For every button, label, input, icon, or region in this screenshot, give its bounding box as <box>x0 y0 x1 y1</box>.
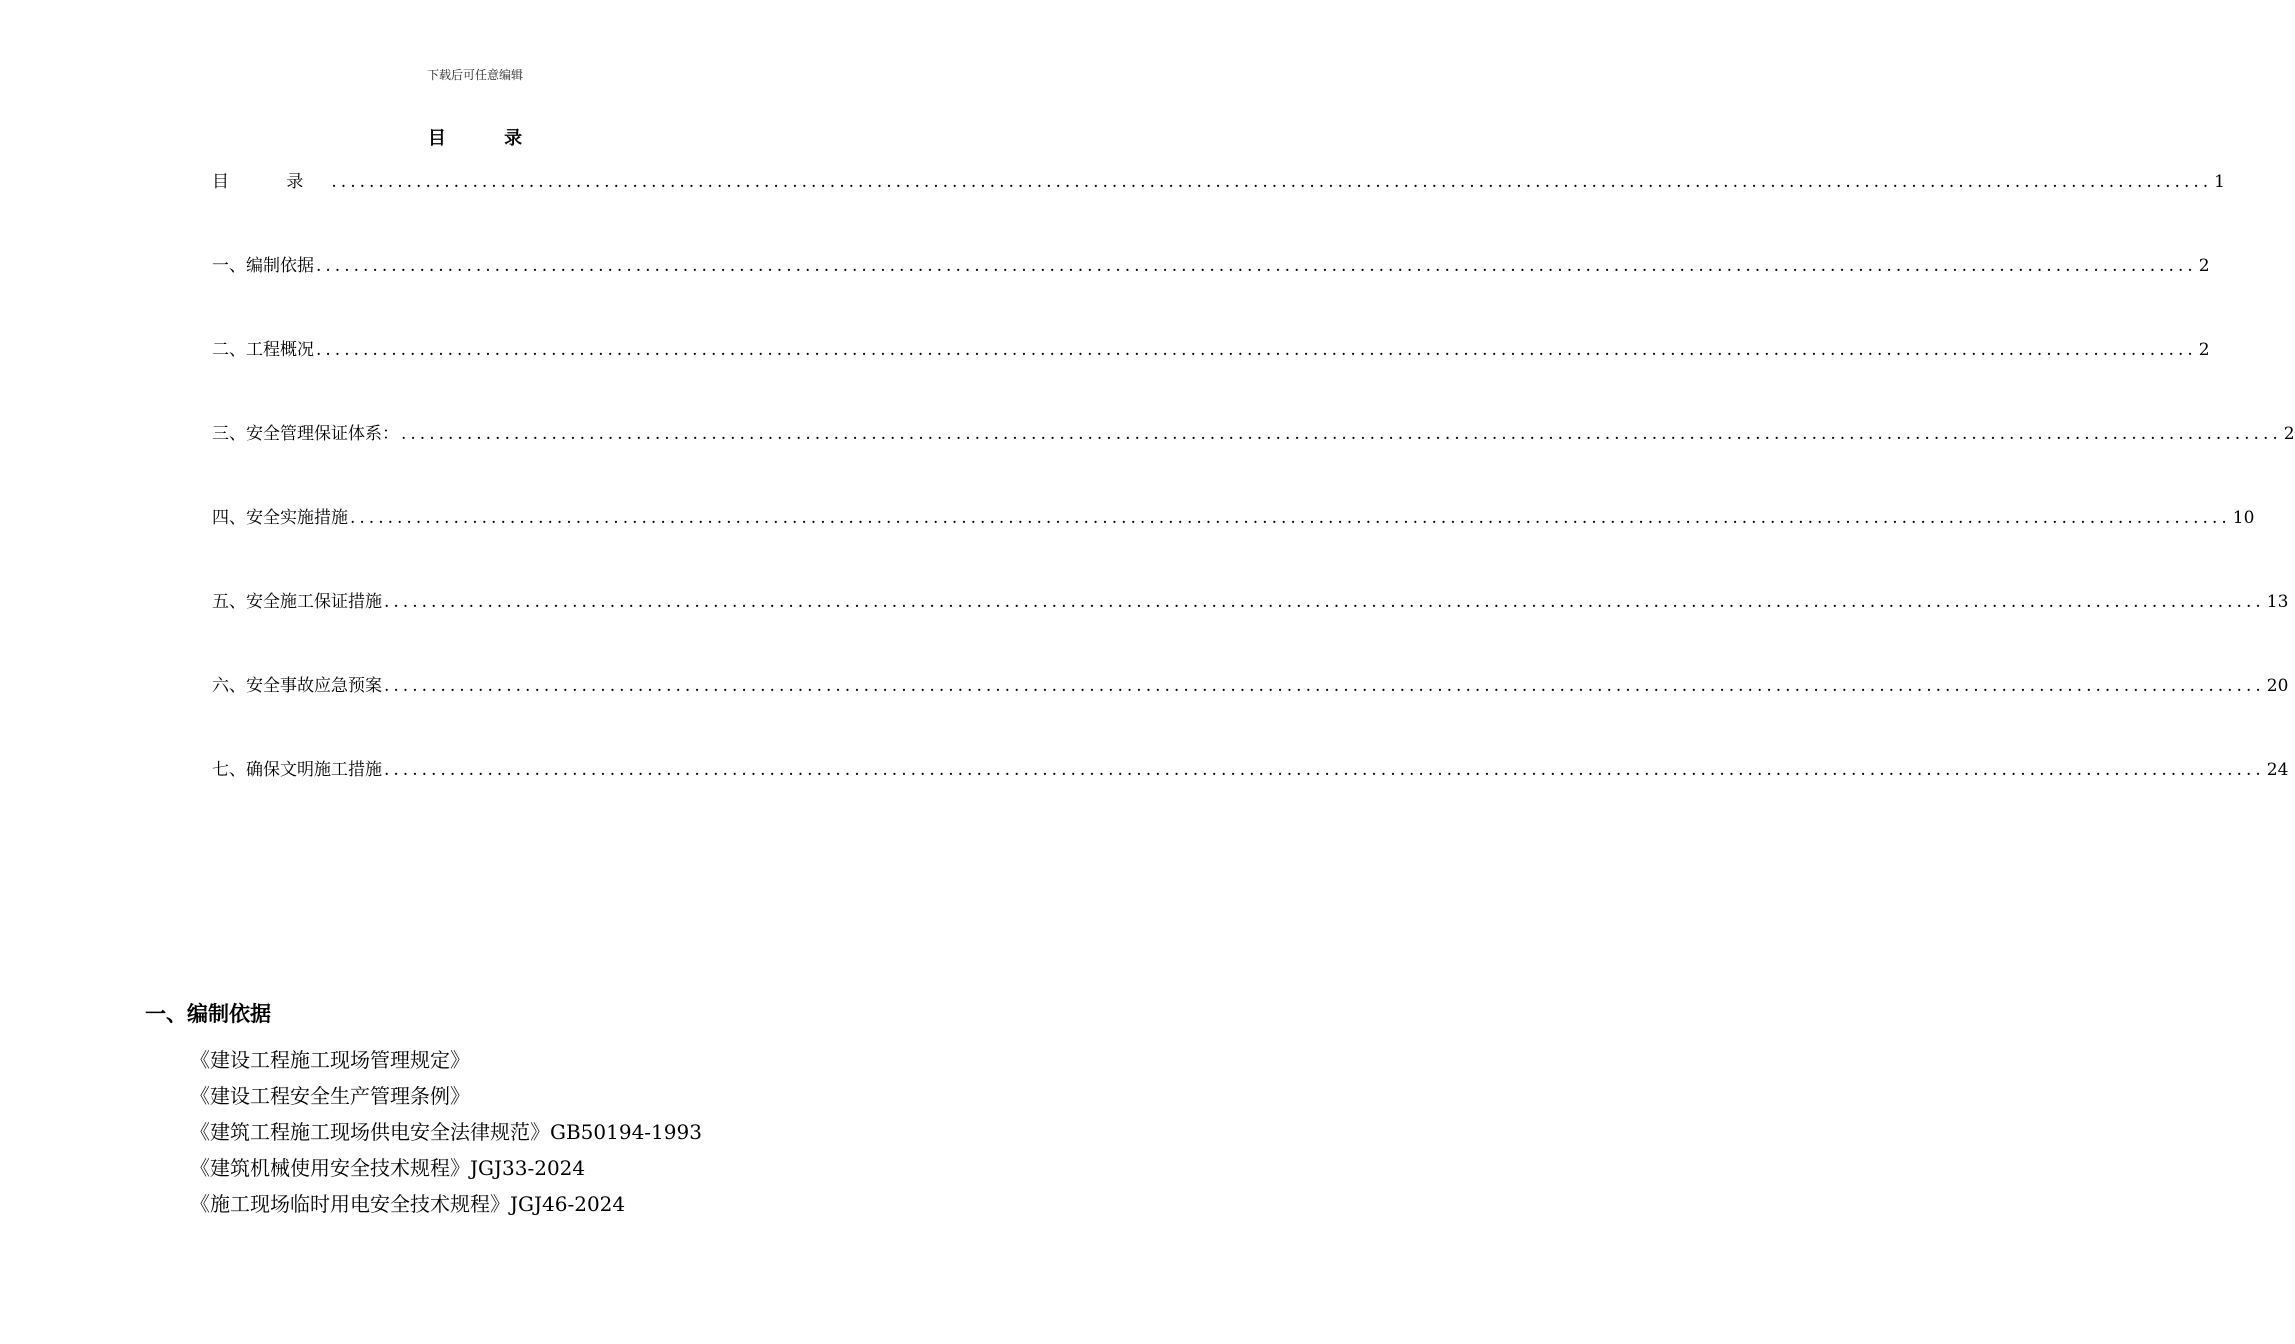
toc-entry[interactable] <box>212 588 2289 672</box>
reference-item: 《建设工程施工现场管理规定》 <box>190 1048 470 1072</box>
toc-entry-page: 20 <box>2266 676 2289 696</box>
section-heading: 一、编制依据 <box>145 1002 271 1026</box>
toc-entry-label: 四、安全实施措施 <box>212 508 348 528</box>
toc-list <box>212 168 2295 840</box>
reference-item: 《建设工程安全生产管理条例》 <box>190 1084 470 1108</box>
toc-entry[interactable] <box>212 504 2255 588</box>
toc-entry-page: 2 <box>2198 256 2210 276</box>
reference-item: 《建筑工程施工现场供电安全法律规范》GB50194-1993 <box>190 1120 702 1144</box>
toc-dot-leader: ........................................................................................................................................................................................................ <box>350 508 2231 528</box>
reference-item: 《建筑机械使用安全技术规程》JGJ33-2024 <box>190 1156 586 1180</box>
toc-dot-leader: ........................................................................................................................................................................................................ <box>316 340 2197 360</box>
toc-entry-label: 二、工程概况 <box>212 340 314 360</box>
toc-entry-page: 2 <box>2198 340 2210 360</box>
toc-dot-leader: ........................................................................................................................................................................................................ <box>384 592 2265 612</box>
toc-entry-label: 六、安全事故应急预案 <box>212 676 382 696</box>
toc-entry[interactable] <box>212 756 2289 840</box>
toc-entry[interactable] <box>212 252 2210 336</box>
toc-entry-page: 24 <box>2266 760 2289 780</box>
toc-entry[interactable] <box>212 672 2289 756</box>
reference-item: 《施工现场临时用电安全技术规程》JGJ46-2024 <box>190 1192 626 1216</box>
toc-dot-leader: ........................................................................................................................................................................................................ <box>331 172 2213 192</box>
toc-entry-page: 13 <box>2266 592 2289 612</box>
reference-list <box>190 1042 702 1222</box>
toc-entry-label: 三、安全管理保证体系： <box>212 424 399 444</box>
toc-dot-leader: ........................................................................................................................................................................................................ <box>384 760 2265 780</box>
toc-entry[interactable] <box>212 336 2210 420</box>
toc-entry-page: 1 <box>2214 172 2225 192</box>
toc-entry-label: 五、安全施工保证措施 <box>212 592 382 612</box>
toc-entry-label: 目 录 <box>212 172 330 192</box>
toc-dot-leader: ........................................................................................................................................................................................................ <box>384 676 2265 696</box>
toc-entry[interactable] <box>212 168 2225 252</box>
toc-title: 目 录 <box>427 128 549 149</box>
toc-entry-page: 10 <box>2232 508 2255 528</box>
toc-entry-label: 一、编制依据 <box>212 256 314 276</box>
toc-entry-page: 2 <box>2283 424 2295 444</box>
toc-entry[interactable] <box>212 420 2295 504</box>
header-note: 下载后可任意编辑 <box>426 68 523 82</box>
toc-dot-leader: ........................................................................................................................................................................................................ <box>316 256 2197 276</box>
toc-dot-leader: ........................................................................................................................................................................................................ <box>401 424 2282 444</box>
toc-entry-label: 七、确保文明施工措施 <box>212 760 382 780</box>
